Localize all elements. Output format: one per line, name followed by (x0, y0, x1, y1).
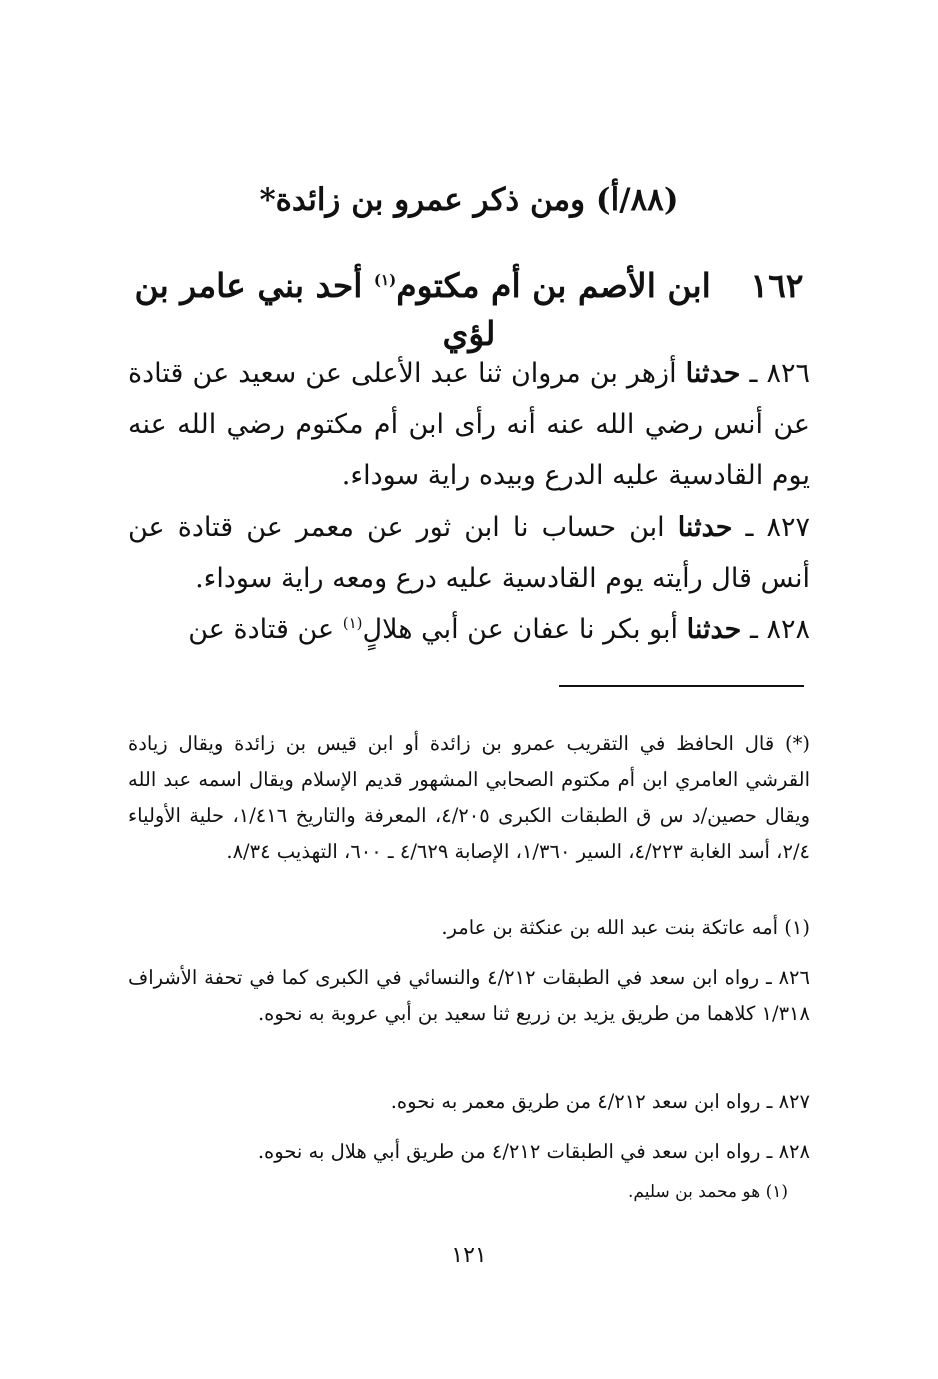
entry-number: ١٦٢ (750, 266, 804, 305)
entry-title: ابن الأصم بن أم مكتوم (396, 266, 711, 305)
footnote-826: ٨٢٦ ـ رواه ابن سعد في الطبقات ٤/٢١٢ والنسائي في الكبرى كما في تحفة الأشراف ١/٣١٨ كلاهما من طريق يزيد بن زريع ثنا سعيد بن أبي عروبة به نحوه. (128, 966, 810, 1025)
hadith-text: عن قتادة عن (188, 614, 335, 645)
footnote-828: ٨٢٨ ـ رواه ابن سعد في الطبقات ٤/٢١٢ من طريق أبي هلال به نحوه. (257, 1140, 810, 1163)
hadith-text: ابن حساب نا ابن ثور عن معمر عن قتادة عن أنس قال رأيته يوم القادسية عليه درع ومعه راية سوداء. (128, 512, 810, 594)
footnote-ref: (١) (373, 271, 397, 289)
footnote-star: (*) قال الحافظ في التقريب عمرو بن زائدة أو ابن قيس بن زائدة ويقال زيادة القرشي العامري ابن أم مكتوم الصحابي المشهور قديم الإسلام ويقال اسمه عبد الله ويقال حصين/د س ق الطبقات الكبرى ٤/٢٠٥، المعرفة والتاريخ ١/٤١٦، حلية الأولياء ٢/٤، أسد الغابة ٤/٢٢٣، السير ١/٣٦٠، الإصابة ٤/٦٢٩ ـ ٦٠٠، التهذيب ٨/٣٤. (128, 732, 811, 863)
footnote-1: (١) أمه عاتكة بنت عبد الله بن عنكثة بن عامر. (441, 916, 810, 939)
footnote-827: ٨٢٧ ـ رواه ابن سعد ٤/٢١٢ من طريق معمر به نحوه. (390, 1090, 810, 1113)
hadith-paragraph (128, 604, 810, 655)
hadith-number: ٨٢٨ ـ (749, 614, 810, 645)
footnote-ref: (١) (342, 614, 363, 632)
hadith-text: أزهر بن مروان ثنا عبد الأعلى عن سعيد عن قتادة عن أنس رضي الله عنه أنه رأى ابن أم مكتوم رضي الله عنه يوم القادسية عليه الدرع وبيده راية سوداء. (128, 358, 810, 491)
hadith-number: ٨٢٧ ـ (745, 512, 810, 543)
hadith-paragraph (128, 348, 810, 501)
hadith-text: أبو بكر نا عفان عن أبي هلالٍ (362, 614, 679, 645)
page-number: ١٢١ (451, 1243, 487, 1268)
hadith-keyword: حدثنا (677, 512, 733, 543)
section-heading: (٨٨/أ) ومن ذكر عمرو بن زائدة* (259, 182, 679, 218)
footnote-1-second: (١) هو محمد بن سليم. (628, 1182, 788, 1202)
hadith-paragraph (128, 502, 810, 604)
hadith-number: ٨٢٦ ـ (749, 358, 811, 389)
footnote-separator (559, 685, 804, 687)
hadith-keyword: حدثنا (685, 358, 741, 389)
entry-heading (120, 262, 818, 358)
hadith-keyword: حدثنا (686, 614, 742, 645)
entry-title-rest: أحد بني عامر بن لؤي (134, 266, 496, 353)
